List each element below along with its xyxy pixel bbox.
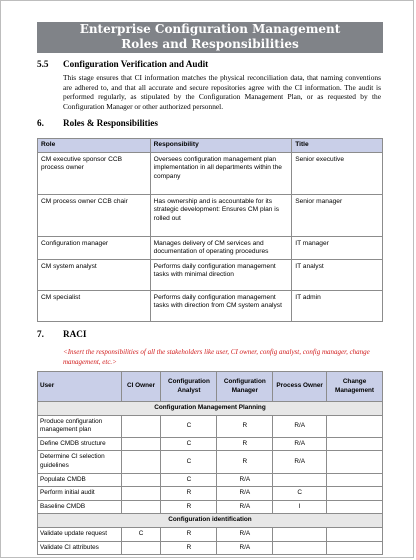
raci-value-cell	[121, 541, 161, 555]
roles-header-cell: Responsibility	[150, 139, 292, 153]
table-cell: CM specialist	[38, 290, 151, 321]
raci-activity-cell: Determine CI selection guidelines	[38, 451, 122, 473]
raci-value-cell: R/A	[217, 500, 273, 514]
raci-value-cell: C	[161, 437, 217, 451]
table-cell: Oversees configuration management plan implementation in all departments within the company	[150, 152, 292, 194]
raci-value-cell	[121, 415, 161, 437]
raci-header-cell: Process Owner	[273, 372, 327, 402]
raci-value-cell	[327, 500, 383, 514]
table-row	[38, 236, 383, 259]
raci-value-cell: R	[217, 415, 273, 437]
table-cell: IT analyst	[292, 259, 383, 290]
raci-value-cell	[327, 527, 383, 541]
raci-table	[37, 371, 383, 555]
raci-value-cell	[273, 527, 327, 541]
banner-subtitle: Roles and Responsibilities	[121, 37, 299, 51]
raci-value-cell	[121, 500, 161, 514]
raci-value-cell: R	[217, 437, 273, 451]
section-number: 6.	[37, 118, 44, 128]
section-7-heading	[37, 329, 86, 339]
table-row	[38, 437, 383, 451]
table-cell: Configuration manager	[38, 236, 151, 259]
table-row	[38, 527, 383, 541]
table-cell: Senior executive	[292, 152, 383, 194]
raci-activity-cell: Baseline CMDB	[38, 500, 122, 514]
section-number: 5.5	[37, 59, 49, 69]
raci-value-cell: R/A	[217, 527, 273, 541]
raci-value-cell	[327, 541, 383, 555]
raci-value-cell: R/A	[273, 415, 327, 437]
raci-value-cell: R	[161, 487, 217, 501]
table-cell: Has ownership and is accountable for its strategic development: Ensures CM plan is rolled out	[150, 194, 292, 236]
table-row	[38, 451, 383, 473]
raci-value-cell	[327, 415, 383, 437]
raci-value-cell: R	[161, 500, 217, 514]
table-cell: Manages delivery of CM services and documentation of operating procedures	[150, 236, 292, 259]
raci-header-cell: Configuration Manager	[217, 372, 273, 402]
roles-header-row	[38, 139, 383, 153]
raci-group-row	[38, 514, 383, 528]
raci-value-cell: R	[161, 541, 217, 555]
table-row	[38, 415, 383, 437]
table-row	[38, 290, 383, 321]
roles-header-cell: Role	[38, 139, 151, 153]
roles-table	[37, 138, 383, 322]
section-title: RACI	[63, 329, 87, 339]
raci-activity-cell: Perform initial audit	[38, 487, 122, 501]
raci-value-cell	[327, 487, 383, 501]
table-row	[38, 152, 383, 194]
table-row	[38, 194, 383, 236]
section-5-5-paragraph: This stage ensures that CI information matches the physical reconciliation data, that naming conventions are adhered to, and that all accurate and secure repositories agree with the CI information. The audit is performed regularly, as stipulated by the Configuration Management Plan, or as requested by the Configuration Manager or other authorized personnel.	[63, 73, 381, 111]
raci-value-cell: C	[161, 451, 217, 473]
table-row	[38, 487, 383, 501]
raci-header-cell: CI Owner	[121, 372, 161, 402]
raci-group-row	[38, 402, 383, 416]
table-row	[38, 473, 383, 487]
raci-value-cell	[327, 473, 383, 487]
title-banner	[37, 22, 383, 53]
raci-value-cell	[273, 473, 327, 487]
table-row	[38, 259, 383, 290]
raci-header-cell: Configuration Analyst	[161, 372, 217, 402]
raci-value-cell	[121, 451, 161, 473]
table-row	[38, 500, 383, 514]
raci-value-cell	[121, 437, 161, 451]
raci-group-title: Configuration identification	[38, 514, 383, 528]
raci-header-cell: User	[38, 372, 122, 402]
raci-value-cell: C	[273, 487, 327, 501]
table-cell: IT admin	[292, 290, 383, 321]
raci-value-cell	[121, 487, 161, 501]
raci-value-cell: C	[121, 527, 161, 541]
raci-value-cell: I	[273, 500, 327, 514]
raci-value-cell: R	[217, 451, 273, 473]
raci-value-cell: R	[161, 527, 217, 541]
raci-value-cell: R/A	[217, 473, 273, 487]
raci-value-cell: C	[161, 415, 217, 437]
table-cell: CM system analyst	[38, 259, 151, 290]
raci-activity-cell: Populate CMDB	[38, 473, 122, 487]
table-cell: IT manager	[292, 236, 383, 259]
section-number: 7.	[37, 329, 44, 339]
table-cell: CM process owner CCB chair	[38, 194, 151, 236]
roles-header-cell: Title	[292, 139, 383, 153]
raci-activity-cell: Validate update request	[38, 527, 122, 541]
raci-group-title: Configuration Management Planning	[38, 402, 383, 416]
section-title: Roles & Responsibilities	[63, 118, 158, 128]
raci-value-cell	[327, 451, 383, 473]
raci-value-cell	[273, 541, 327, 555]
raci-value-cell: C	[161, 473, 217, 487]
instruction-note: <Insert the responsibilities of all the stakeholders like user, CI owner, config analyst, config manager, change management, etc.>	[63, 348, 370, 366]
raci-value-cell: R/A	[217, 541, 273, 555]
raci-value-cell: R/A	[273, 437, 327, 451]
table-cell: Performs daily configuration management tasks with minimal direction	[150, 259, 292, 290]
raci-header-row	[38, 372, 383, 402]
raci-activity-cell: Produce configuration management plan	[38, 415, 122, 437]
raci-activity-cell: Define CMDB structure	[38, 437, 122, 451]
raci-value-cell: R/A	[273, 451, 327, 473]
raci-value-cell: R/A	[217, 487, 273, 501]
raci-activity-cell: Validate CI attributes	[38, 541, 122, 555]
table-cell: CM executive sponsor CCB process owner	[38, 152, 151, 194]
section-title: Configuration Verification and Audit	[63, 59, 209, 69]
banner-title: Enterprise Configuration Management	[79, 22, 341, 36]
raci-header-cell: Change Management	[327, 372, 383, 402]
table-row	[38, 541, 383, 555]
raci-value-cell	[121, 473, 161, 487]
raci-value-cell	[327, 437, 383, 451]
table-cell: Performs daily configuration management tasks with direction from CM system analyst	[150, 290, 292, 321]
table-cell: Senior manager	[292, 194, 383, 236]
section-6-heading	[37, 118, 158, 128]
section-5-5-heading	[37, 59, 208, 69]
